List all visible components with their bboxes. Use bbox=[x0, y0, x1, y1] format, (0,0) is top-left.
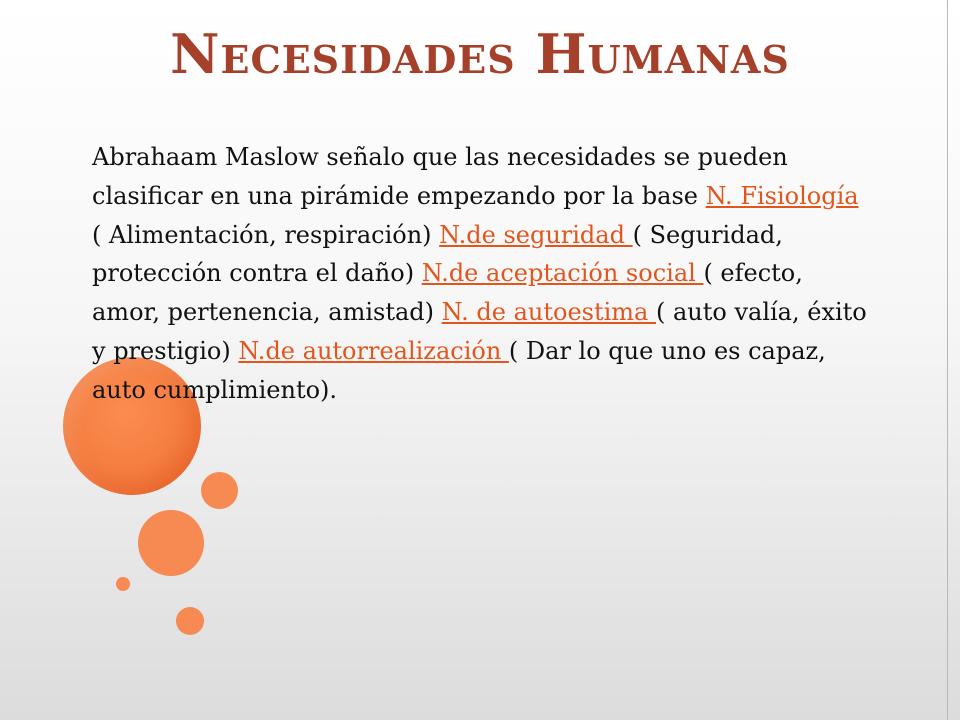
text-aceptacion-desc: ( efecto, amor, pertenencia, amistad) bbox=[92, 259, 803, 327]
text-seguridad-desc: ( Seguridad, protección contra el daño) bbox=[92, 220, 783, 288]
text-intro: Abrahaam Maslow señalo que las necesidades se pueden clasificar en una pirámide empezando por la base bbox=[92, 143, 788, 210]
decorative-circle-medium bbox=[138, 510, 204, 576]
text-autoestima-desc: ( auto valía, éxito y prestigio) bbox=[92, 298, 867, 365]
link-aceptacion-social[interactable]: N.de aceptación social bbox=[421, 259, 704, 288]
body-paragraph bbox=[92, 138, 872, 410]
slide-title: Necesidades Humanas bbox=[170, 22, 790, 86]
text-fisiologia-desc: ( Alimentación, respiración) bbox=[92, 220, 440, 249]
slide-edge-line bbox=[947, 0, 948, 720]
text-autorrealizacion-desc: ( Dar lo que uno es capaz, auto cumplimiento). bbox=[92, 336, 826, 404]
link-seguridad[interactable]: N.de seguridad bbox=[439, 220, 633, 249]
link-fisiologia[interactable]: N. Fisiología bbox=[705, 181, 859, 210]
link-autoestima[interactable]: N. de autoestima bbox=[441, 298, 656, 327]
decorative-circle-small-lower bbox=[176, 607, 204, 635]
decorative-circle-tiny bbox=[116, 577, 130, 591]
decorative-circle-small bbox=[201, 472, 238, 509]
link-autorrealizacion[interactable]: N.de autorrealización bbox=[238, 336, 509, 365]
